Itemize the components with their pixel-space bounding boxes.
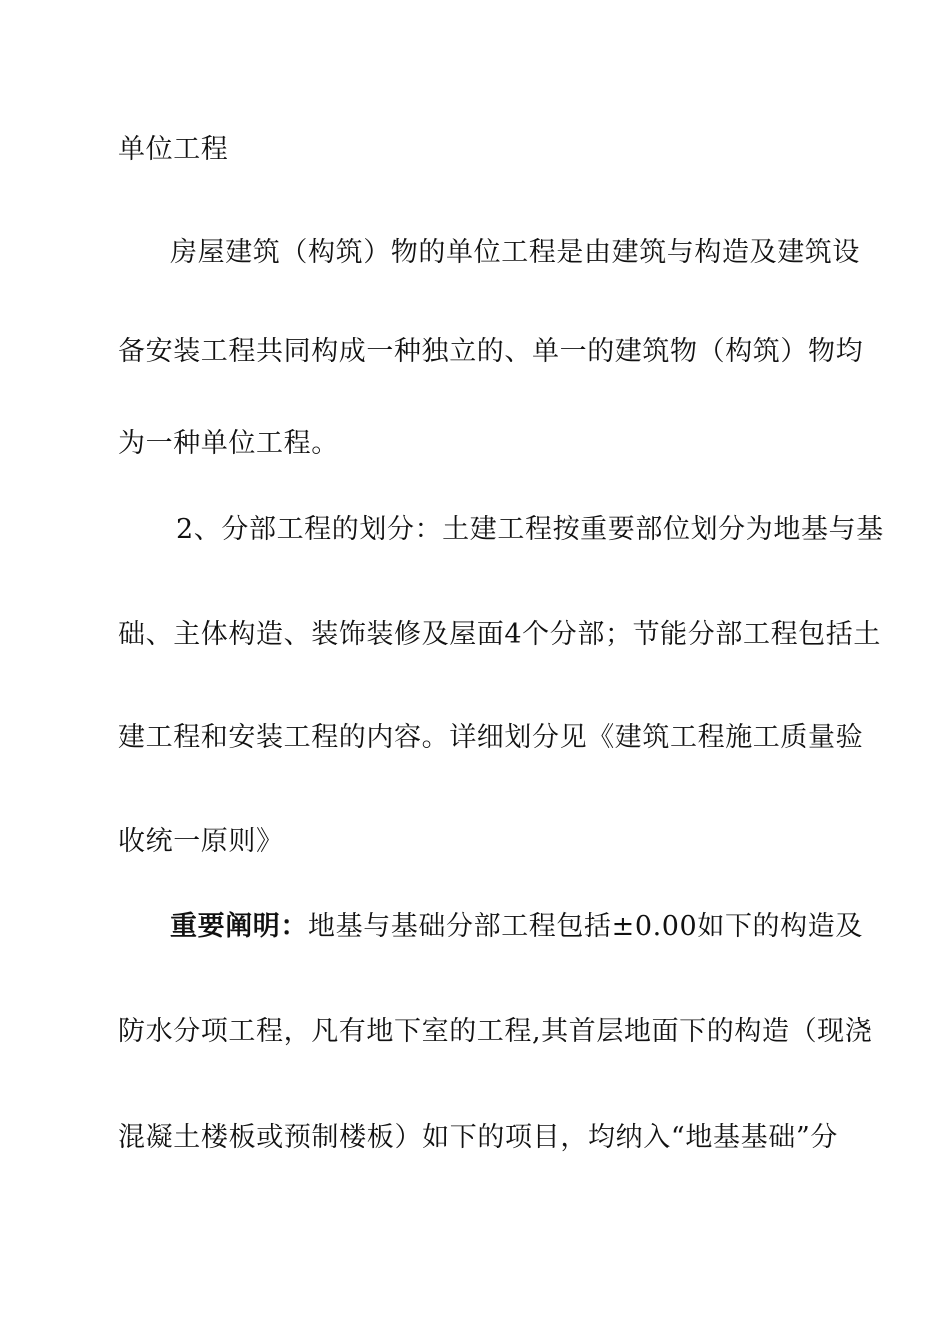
- paragraph-1-line-3: 为一种单位工程。: [118, 428, 339, 459]
- important-note-label: 重要阐明：: [170, 911, 308, 942]
- paragraph-2-line-2: 础、主体构造、装饰装修及屋面4个分部；节能分部工程包括土: [118, 619, 881, 650]
- paragraph-2-line-4: 收统一原则》: [118, 826, 284, 857]
- paragraph-1-line-1: 房屋建筑（构筑）物的单位工程是由建筑与构造及建筑设: [170, 237, 860, 268]
- section-heading: 单位工程: [118, 134, 229, 165]
- paragraph-2-line-3: 建工程和安装工程的内容。详细划分见《建筑工程施工质量验: [118, 722, 864, 753]
- paragraph-3-line-2: 防水分项工程，凡有地下室的工程,其首层地面下的构造（现浇: [118, 1016, 873, 1047]
- paragraph-1-line-2: 备安装工程共同构成一种独立的、单一的建筑物（构筑）物均: [118, 336, 864, 367]
- paragraph-2-line-1: 2、分部工程的划分：土建工程按重要部位划分为地基与基: [176, 514, 884, 545]
- paragraph-3-line-1: [170, 907, 863, 947]
- important-note-text: 地基与基础分部工程包括±0.00如下的构造及: [308, 911, 863, 942]
- paragraph-3-line-3: 混凝土楼板或预制楼板）如下的项目，均纳入“地基基础”分: [118, 1122, 838, 1153]
